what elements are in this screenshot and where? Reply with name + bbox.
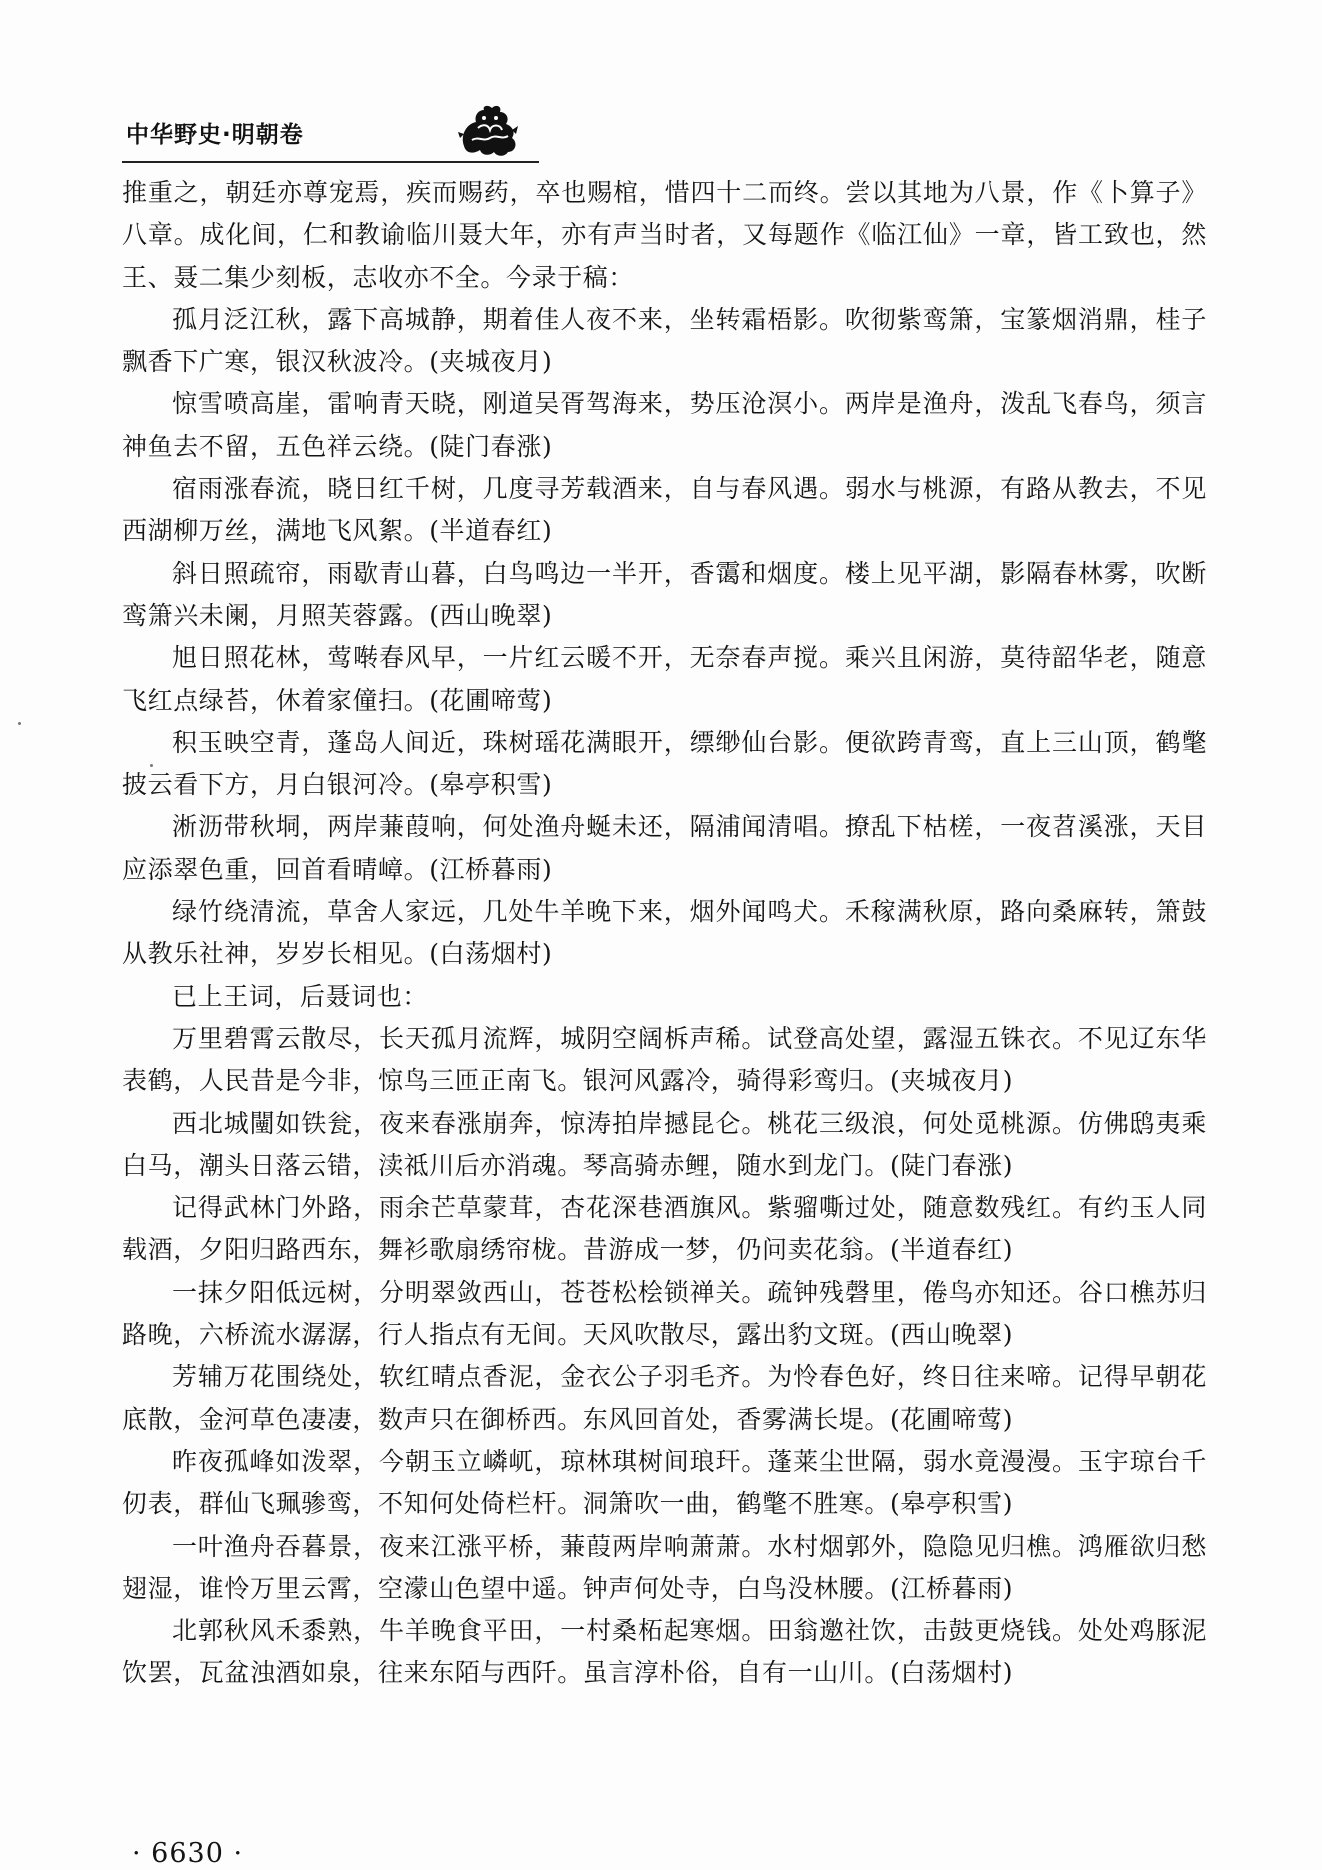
scan-speck (18, 722, 21, 725)
paragraph: 斜日照疏帘，雨歇青山暮，白鸟鸣边一半开，香霭和烟度。楼上见平湖，影隔春林雾，吹断鸾箫兴未阑，月照芙蓉露。(西山晚翠) (122, 558, 1207, 630)
paragraph: 绿竹绕清流，草舍人家远，几处牛羊晚下来，烟外闻鸣犬。禾稼满秋原，路向桑麻转，箫鼓从教乐社神，岁岁长相见。(白荡烟村) (122, 897, 1207, 969)
paragraph: 西北城闉如铁瓮，夜来春涨崩奔，惊涛拍岸撼昆仑。桃花三级浪，何处觅桃源。仿佛鸱夷乘白马，潮头日落云错，渎祗川后亦消魂。琴高骑赤鲤，随水到龙门。(陡门春涨) (122, 1108, 1207, 1180)
paragraph: 积玉映空青，蓬岛人间近，珠树瑶花满眼开，缥缈仙台影。便欲跨青鸾，直上三山顶，鹤氅披云看下方，月白银河冷。(皋亭积雪) (122, 727, 1207, 800)
header-rule (122, 161, 539, 163)
paragraph: 记得武林门外路，雨余芒草蒙茸，杏花深巷酒旗风。紫骝嘶过处，随意数残红。有约玉人同载酒，夕阳归路西东，舞衫歌扇绣帘栊。昔游成一梦，仍问卖花翁。(半道春红) (122, 1193, 1207, 1265)
paragraph: 旭日照花林，莺啭春风早，一片红云暖不开，无奈春声搅。乘兴且闲游，莫待韶华老，随意飞红点绿苔，休着家僮扫。(花圃啼莺) (122, 643, 1207, 715)
paragraph: 孤月泛江秋，露下高城静，期着佳人夜不来，坐转霜梧影。吹彻紫鸾箫，宝篆烟消鼎，桂子飘香下广寒，银汉秋波冷。(夹城夜月) (122, 304, 1207, 377)
paragraph: 一叶渔舟吞暮景，夜来江涨平桥，蒹葭两岸响萧萧。水村烟郭外，隐隐见归樵。鸿雁欲归愁翅湿，谁怜万里云霄，空濛山色望中遥。钟声何处寺，白鸟没林腰。(江桥暮雨) (122, 1531, 1207, 1603)
paragraph: 昨夜孤峰如泼翠，今朝玉立嶙屼，琼林琪树间琅玕。蓬莱尘世隔，弱水竟漫漫。玉宇琼台千仞表，群仙飞珮骖鸾，不知何处倚栏杆。洞箫吹一曲，鹤氅不胜寒。(皋亭积雪) (122, 1446, 1207, 1519)
dragon-emblem-icon (454, 102, 524, 160)
page-number: · 6630 · (132, 1838, 244, 1869)
paragraph: 已上王词，后聂词也： (172, 981, 429, 1011)
paragraph: 一抹夕阳低远树，分明翠敛西山，苍苍松桧锁禅关。疏钟残磬里，倦鸟亦知还。谷口樵苏归路晚，六桥流水潺潺，行人指点有无间。天风吹散尽，露出豹文斑。(西山晚翠) (122, 1277, 1207, 1350)
paragraph: 宿雨涨春流，晓日红千树，几度寻芳载酒来，自与春风遇。弱水与桃源，有路从教去，不见西湖柳万丝，满地飞风絮。(半道春红) (122, 474, 1207, 546)
paragraph: 北郭秋风禾黍熟，牛羊晚食平田，一村桑柘起寒烟。田翁邀社饮，击鼓更烧钱。处处鸡豚泥饮罢，瓦盆浊酒如泉，往来东陌与西阡。虽言淳朴俗，自有一山川。(白荡烟村) (122, 1616, 1207, 1688)
paragraph: 万里碧霄云散尽，长天孤月流辉，城阴空阔柝声稀。试登高处望，露湿五铢衣。不见辽东华表鹤，人民昔是今非，惊鸟三匝正南飞。银河风露冷，骑得彩鸾归。(夹城夜月) (122, 1023, 1207, 1096)
paragraph: 淅沥带秋垌，两岸蒹葭响，何处渔舟蜒未还，隔浦闻清唱。撩乱下枯槎，一夜苕溪涨，天目应添翠色重，回首看晴嶂。(江桥暮雨) (122, 812, 1207, 884)
paragraph: 惊雪喷高崖，雷响青天晓，刚道吴胥驾海来，势压沧溟小。两岸是渔舟，泼乱飞春鸟，须言神鱼去不留，五色祥云绕。(陡门春涨) (122, 389, 1207, 461)
scan-speck (150, 764, 153, 767)
paragraph: 芳辅万花围绕处，软红晴点香泥，金衣公子羽毛齐。为怜春色好，终日往来啼。记得早朝花底散，金河草色凄凄，数声只在御桥西。东风回首处，香雾满长堤。(花圃啼莺) (122, 1362, 1207, 1434)
running-header (122, 102, 542, 164)
running-header-title: 中华野史·明朝卷 (126, 122, 304, 148)
paragraph: 推重之，朝廷亦尊宠焉，疾而赐药，卒也赐棺，惜四十二而终。尝以其地为八景，作《卜算子》八章。成化间，仁和教谕临川聂大年，亦有声当时者，又每题作《临江仙》一章，皆工致也，然王、聂二集少刻板，志收亦不全。今录于稿： (122, 178, 1207, 292)
body-text (122, 172, 1207, 1695)
